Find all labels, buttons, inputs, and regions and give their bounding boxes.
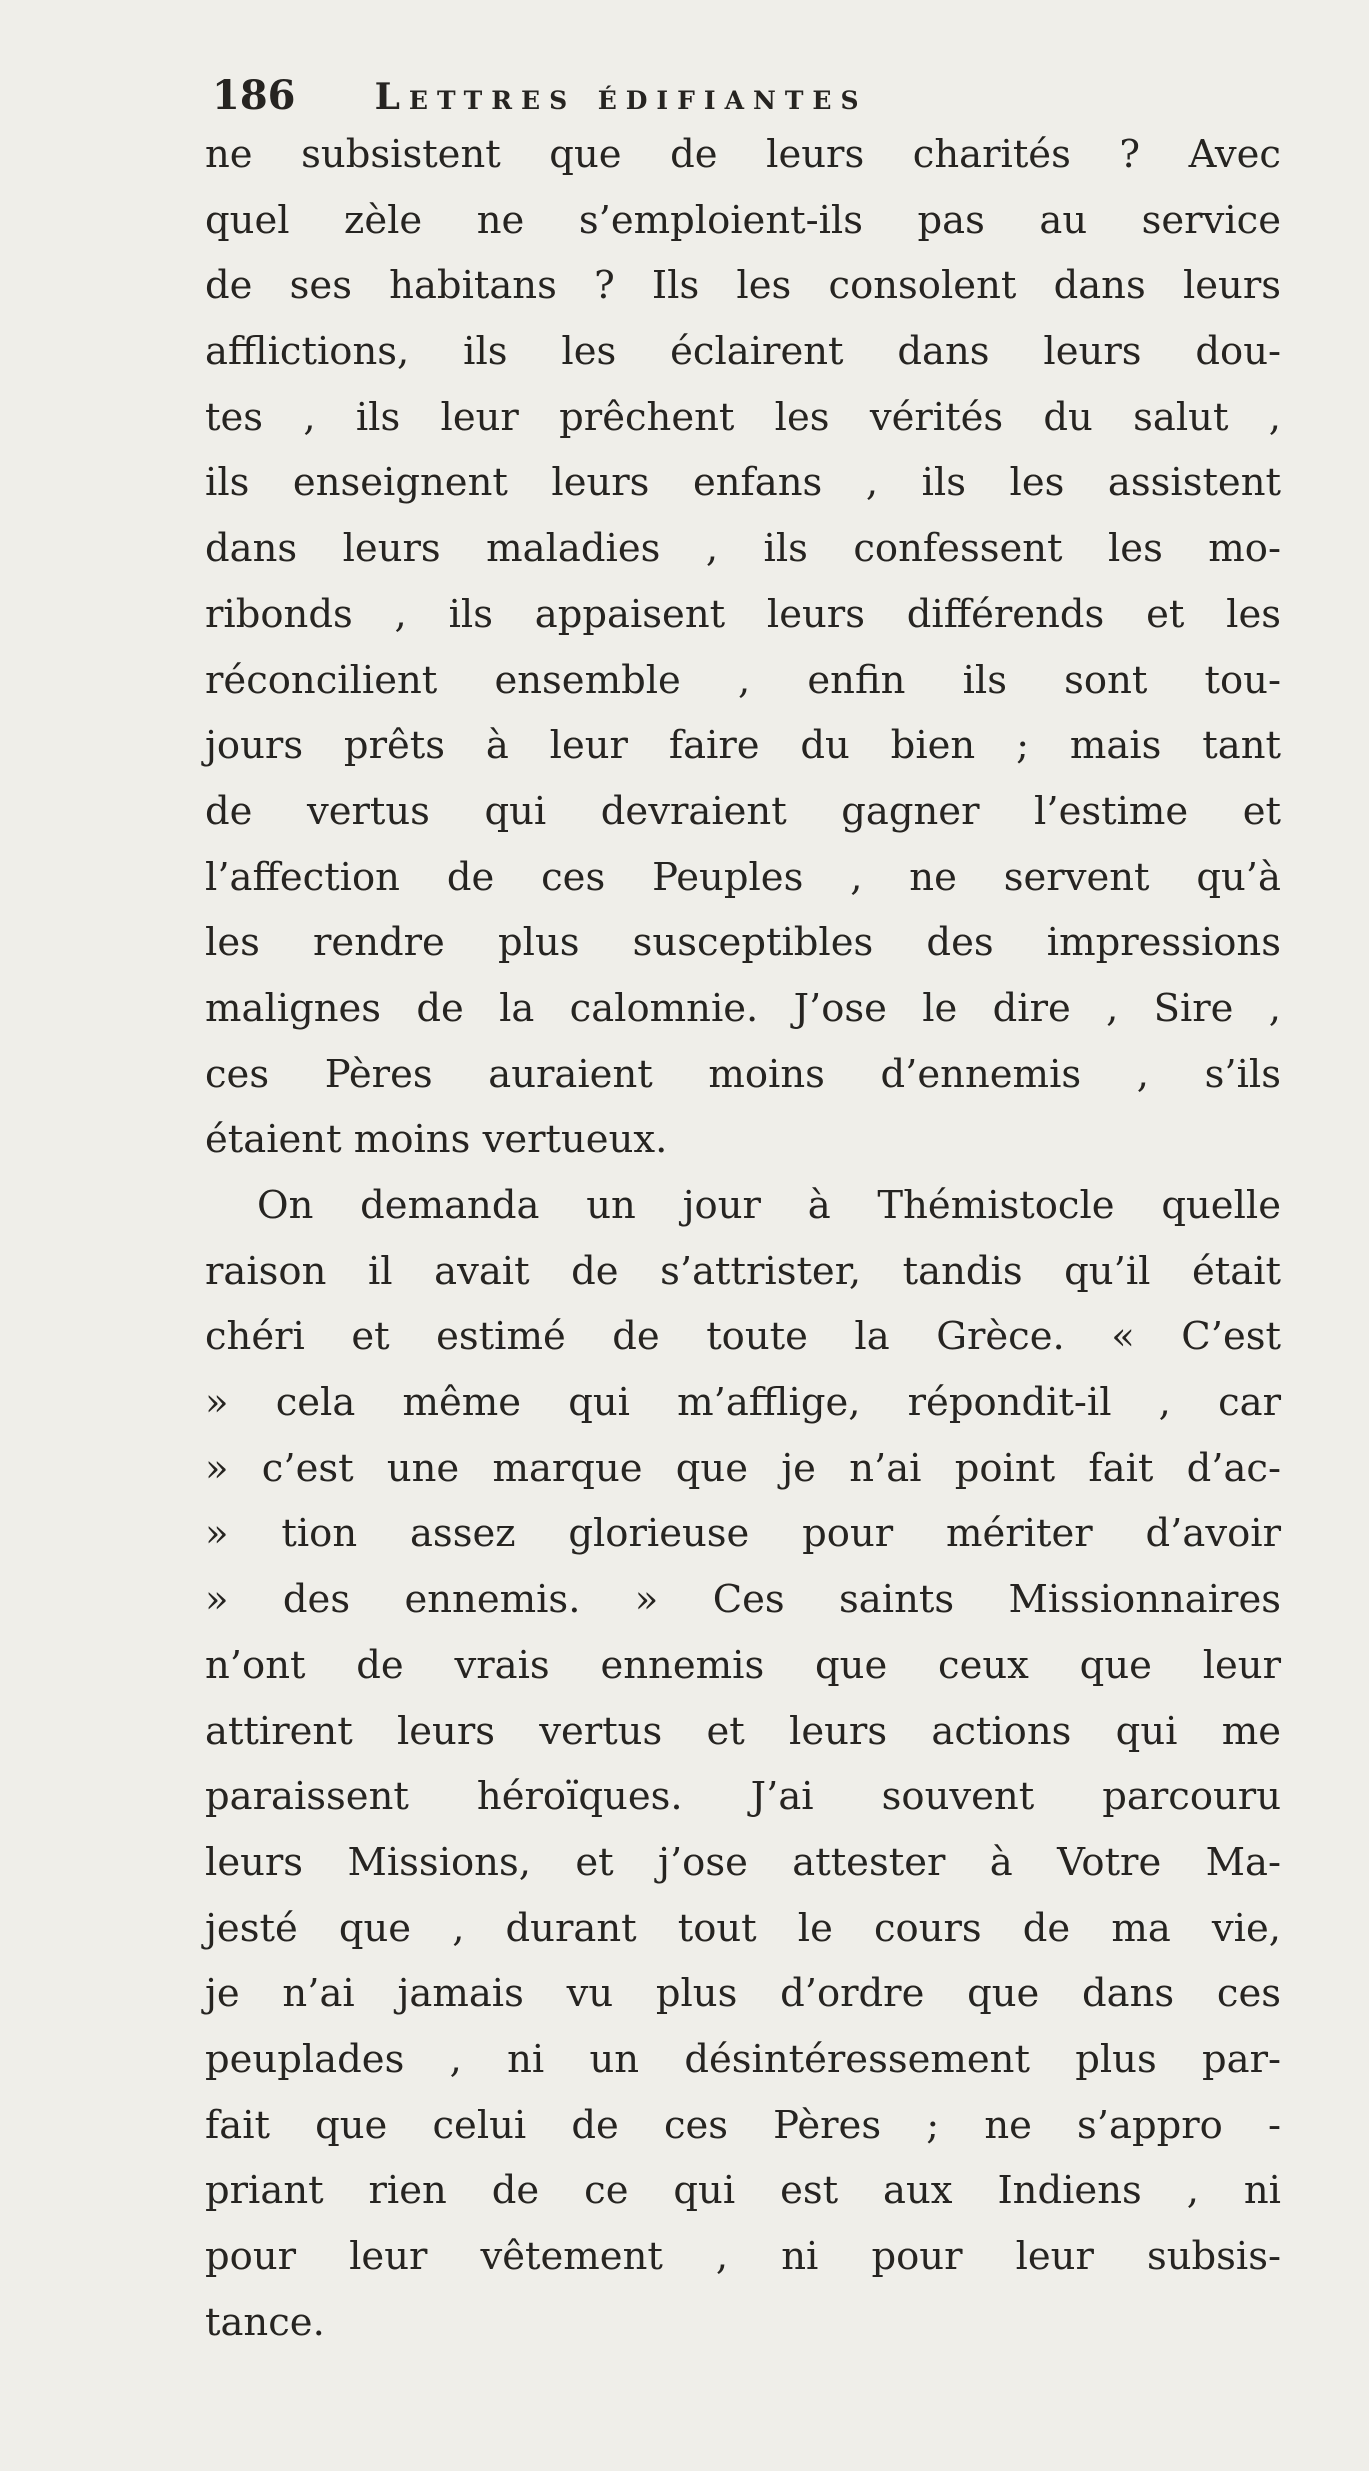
text-line: jesté que , durant tout le cours de ma vie, — [205, 1905, 1281, 1951]
paragraph-end-line: étaient moins vertueux. — [205, 1117, 668, 1163]
text-line: n’ont de vrais ennemis que ceux que leur — [205, 1642, 1281, 1688]
text-line: l’affection de ces Peuples , ne servent qu’à — [205, 854, 1281, 900]
text-line: paraissent héroïques. J’ai souvent parcouru — [205, 1774, 1281, 1820]
text-line: tes , ils leur prêchent les vérités du salut , — [205, 394, 1281, 440]
running-title: Lettres édifiantes — [374, 76, 868, 118]
text-line: de vertus qui devraient gagner l’estime et — [205, 788, 1281, 834]
text-line: raison il avait de s’attrister, tandis qu’il était — [205, 1248, 1281, 1294]
text-line: de ses habitans ? Ils les consolent dans leurs — [205, 263, 1281, 309]
text-line: dans leurs maladies , ils confessent les mo- — [205, 526, 1281, 572]
text-line: jours prêts à leur faire du bien ; mais tant — [205, 723, 1281, 769]
text-line: je n’ai jamais vu plus d’ordre que dans ces — [205, 1971, 1281, 2017]
text-line: ils enseignent leurs enfans , ils les assistent — [205, 460, 1281, 506]
text-line: ribonds , ils appaisent leurs différends et les — [205, 591, 1281, 637]
text-line: quel zèle ne s’emploient-ils pas au service — [205, 197, 1281, 243]
text-line: ne subsistent que de leurs charités ? Avec — [205, 132, 1281, 177]
text-line: » c’est une marque que je n’ai point fait d’ac- — [205, 1445, 1281, 1491]
text-line: réconcilient ensemble , enfin ils sont tou- — [205, 657, 1281, 703]
text-line: chéri et estimé de toute la Grèce. « C’est — [205, 1314, 1281, 1360]
text-line: les rendre plus susceptibles des impressions — [205, 920, 1281, 966]
text-line: ces Pères auraient moins d’ennemis , s’ils — [205, 1051, 1281, 1097]
text-line: leurs Missions, et j’ose attester à Votre Ma- — [205, 1839, 1281, 1885]
paragraph-end-line: tance. — [205, 2299, 325, 2345]
text-line: peuplades , ni un désintéressement plus par- — [205, 2036, 1281, 2082]
text-line: afflictions, ils les éclairent dans leurs dou- — [205, 329, 1281, 375]
text-line: malignes de la calomnie. J’ose le dire , Sire , — [205, 985, 1281, 1031]
text-line: attirent leurs vertus et leurs actions qui me — [205, 1708, 1281, 1754]
text-line: » des ennemis. » Ces saints Missionnaires — [205, 1577, 1281, 1623]
text-line: priant rien de ce qui est aux Indiens , ni — [205, 2168, 1281, 2214]
body-text — [205, 122, 1281, 2355]
text-line: » tion assez glorieuse pour mériter d’avoir — [205, 1511, 1281, 1557]
text-line: pour leur vêtement , ni pour leur subsis- — [205, 2234, 1281, 2279]
text-line: » cela même qui m’afflige, répondit-il , car — [205, 1380, 1281, 1426]
page-number: 186 — [212, 72, 296, 119]
paragraph-start-line: On demanda un jour à Thémistocle quelle — [257, 1183, 1281, 1228]
text-line: fait que celui de ces Pères ; ne s’appro - — [205, 2102, 1281, 2148]
